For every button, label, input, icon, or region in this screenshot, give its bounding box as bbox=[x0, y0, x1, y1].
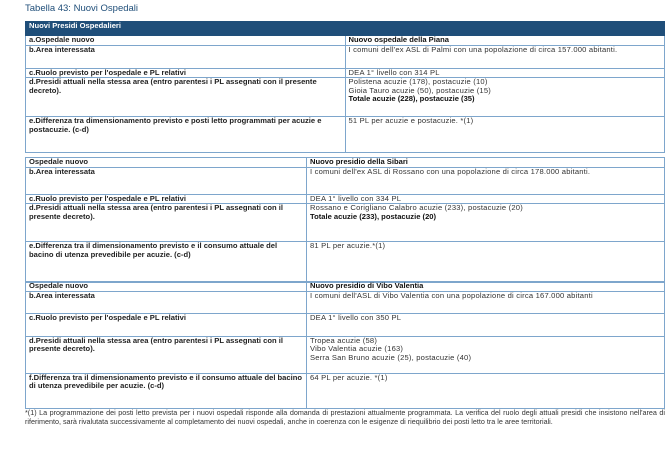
row-value: I comuni dell'ex ASL di Rossano con una popolazione di circa 178.000 abitanti. bbox=[307, 167, 665, 194]
table-row bbox=[26, 68, 665, 78]
row-label: c.Ruolo previsto per l'ospedale e PL relativi bbox=[26, 194, 307, 204]
hospital-table-1 bbox=[25, 21, 665, 153]
row-value: DEA 1° livello con 334 PL bbox=[307, 194, 665, 204]
table-row bbox=[26, 117, 665, 153]
table-row bbox=[26, 36, 665, 46]
row-label: e.Differenza tra il dimensionamento previsto e il consumo attuale del bacino di utenza prevedibile per acuzie. (c-d) bbox=[26, 242, 307, 283]
row-label: d.Presidi attuali nella stessa area (entro parentesi i PL assegnati con il presente decreto). bbox=[26, 336, 307, 373]
row-value: Rossano e Corigliano Calabro acuzie (233), postacuzie (20) Totale acuzie (233), postacuzie (20) bbox=[307, 204, 665, 242]
row-value: Nuovo presidio della Sibari bbox=[307, 158, 665, 168]
row-label: e.Differenza tra dimensionamento previsto e posti letto programmati per acuzie e postacuzie. (c-d) bbox=[26, 117, 346, 153]
row-value: Tropea acuzie (58) Vibo Valentia acuzie (163) Serra San Bruno acuzie (25), postacuzie (40) bbox=[307, 336, 665, 373]
table-row bbox=[26, 282, 665, 292]
row-label: a.Ospedale nuovo bbox=[26, 36, 346, 46]
row-value: DEA 1° livello con 314 PL bbox=[345, 68, 665, 78]
table-caption: Tabella 43: Nuovi Ospedali bbox=[25, 3, 139, 14]
hospital-table-2 bbox=[25, 157, 665, 283]
row-value: I comuni dell'ex ASL di Palmi con una popolazione di circa 157.000 abitanti. bbox=[345, 45, 665, 68]
row-label: Ospedale nuovo bbox=[26, 282, 307, 292]
row-value: 81 PL per acuzie.*(1) bbox=[307, 242, 665, 283]
row-value: 51 PL per acuzie e postacuzie. *(1) bbox=[345, 117, 665, 153]
total-line: Totale acuzie (233), postacuzie (20) bbox=[310, 211, 437, 221]
table-header: Nuovi Presidi Ospedalieri bbox=[26, 22, 665, 36]
total-line: Totale acuzie (228), postacuzie (35) bbox=[348, 94, 475, 104]
table-row bbox=[26, 373, 665, 408]
row-value: DEA 1° livello con 350 PL bbox=[307, 313, 665, 336]
table-row bbox=[26, 167, 665, 194]
row-label: b.Area interessata bbox=[26, 291, 307, 313]
row-label: b.Area interessata bbox=[26, 45, 346, 68]
hospital-table-3 bbox=[25, 281, 665, 409]
table-row bbox=[26, 204, 665, 242]
row-label: d.Presidi attuali nella stessa area (entro parentesi i PL assegnati con il presente decreto). bbox=[26, 78, 346, 117]
row-value: Nuovo ospedale della Piana bbox=[345, 36, 665, 46]
row-value: 64 PL per acuzie. *(1) bbox=[307, 373, 665, 408]
table-row bbox=[26, 45, 665, 68]
table-row bbox=[26, 313, 665, 336]
table-row bbox=[26, 291, 665, 313]
row-value: I comuni dell'ASL di Vibo Valentia con una popolazione di circa 167.000 abitanti bbox=[307, 291, 665, 313]
table-row bbox=[26, 336, 665, 373]
row-label: c.Ruolo previsto per l'ospedale e PL relativi bbox=[26, 313, 307, 336]
table-row bbox=[26, 78, 665, 117]
row-value: Polistena acuzie (178), postacuzie (10) Gioia Tauro acuzie (50), postacuzie (15) Totale acuzie (228), postacuzie (35) bbox=[345, 78, 665, 117]
footnote: *(1) La programmazione dei posti letto prevista per i nuovi ospedali risponde alla domanda di prestazioni attualmente programmata. La verifica del ruolo degli attuali presidi che insistono nell'area di riferimento, sarà rivalutata successivamente al completamento dei nuovi ospedali, anche in coerenza con le esigenze di riequilibrio dei posti letto tra le aree territoriali. bbox=[25, 408, 665, 426]
row-value: Nuovo presidio di Vibo Valentia bbox=[307, 282, 665, 292]
row-label: c.Ruolo previsto per l'ospedale e PL relativi bbox=[26, 68, 346, 78]
table-row bbox=[26, 194, 665, 204]
table-row bbox=[26, 158, 665, 168]
row-label: b.Area interessata bbox=[26, 167, 307, 194]
row-label: f.Differenza tra il dimensionamento previsto e il consumo attuale del bacino di utenza prevedibile per acuzie. (c-d) bbox=[26, 373, 307, 408]
row-label: Ospedale nuovo bbox=[26, 158, 307, 168]
table-row bbox=[26, 242, 665, 283]
row-label: d.Presidi attuali nella stessa area (entro parentesi i PL assegnati con il presente decreto). bbox=[26, 204, 307, 242]
